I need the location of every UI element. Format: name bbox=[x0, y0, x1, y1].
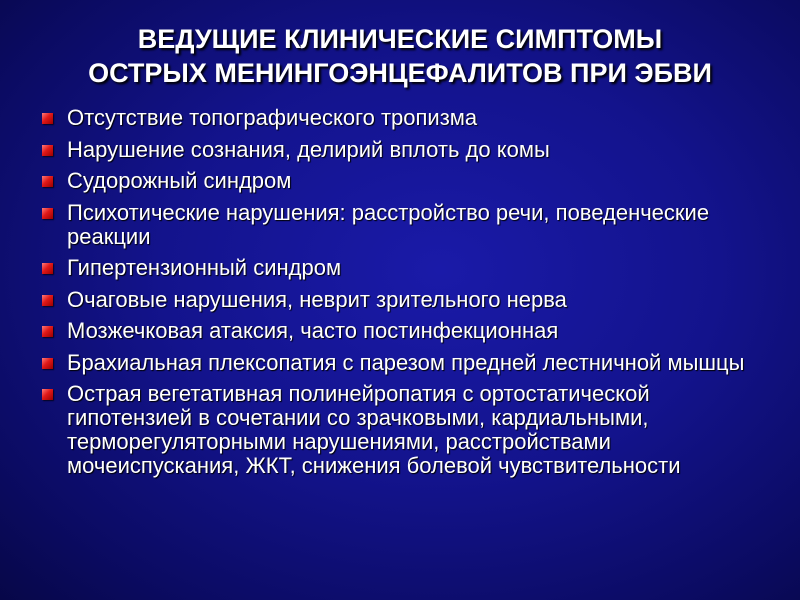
list-item bbox=[40, 201, 780, 249]
list-item-text: Психотические нарушения: расстройство речи, поведенческие реакции bbox=[67, 199, 710, 249]
list-item bbox=[40, 106, 780, 130]
list-item-text: Мозжечковая атаксия, часто постинфекционная bbox=[67, 318, 559, 343]
red-square-bullet-icon bbox=[42, 358, 53, 369]
list-item-text: Брахиальная плексопатия с парезом предней лестничной мышцы bbox=[67, 349, 745, 375]
list-item bbox=[40, 351, 780, 375]
list-item-text: Судорожный синдром bbox=[67, 168, 292, 193]
slide-title-line-2: ОСТРЫХ МЕНИНГОЭНЦЕФАЛИТОВ ПРИ ЭБВИ bbox=[88, 58, 712, 88]
list-item-text: Очаговые нарушения, неврит зрительного нерва bbox=[67, 286, 567, 312]
list-item bbox=[40, 256, 780, 280]
red-square-bullet-icon bbox=[42, 326, 53, 337]
red-square-bullet-icon bbox=[42, 389, 53, 400]
list-item bbox=[40, 382, 780, 478]
red-square-bullet-icon bbox=[42, 295, 53, 306]
symptom-list bbox=[40, 106, 780, 486]
list-item-text: Гипертензионный синдром bbox=[67, 255, 342, 280]
list-item-text: Острая вегетативная полинейропатия с ортостатической гипотензией в сочетании со зрачковыми, кардиальными, терморегуляторными нарушениями, расстройствами мочеиспускания, ЖКТ, снижения болевой чувствительности bbox=[67, 381, 681, 478]
red-square-bullet-icon bbox=[42, 208, 53, 219]
list-item bbox=[40, 138, 780, 162]
red-square-bullet-icon bbox=[42, 263, 53, 274]
red-square-bullet-icon bbox=[42, 113, 53, 124]
list-item bbox=[40, 319, 780, 343]
list-item bbox=[40, 169, 780, 193]
list-item-text: Отсутствие топографического тропизма bbox=[67, 105, 478, 130]
slide-title-line-1: ВЕДУЩИЕ КЛИНИЧЕСКИЕ СИМПТОМЫ bbox=[137, 24, 663, 54]
red-square-bullet-icon bbox=[42, 176, 53, 187]
list-item bbox=[40, 288, 780, 312]
red-square-bullet-icon bbox=[42, 145, 53, 156]
list-item-text: Нарушение сознания, делирий вплоть до комы bbox=[67, 136, 550, 162]
slide-title bbox=[0, 22, 800, 90]
